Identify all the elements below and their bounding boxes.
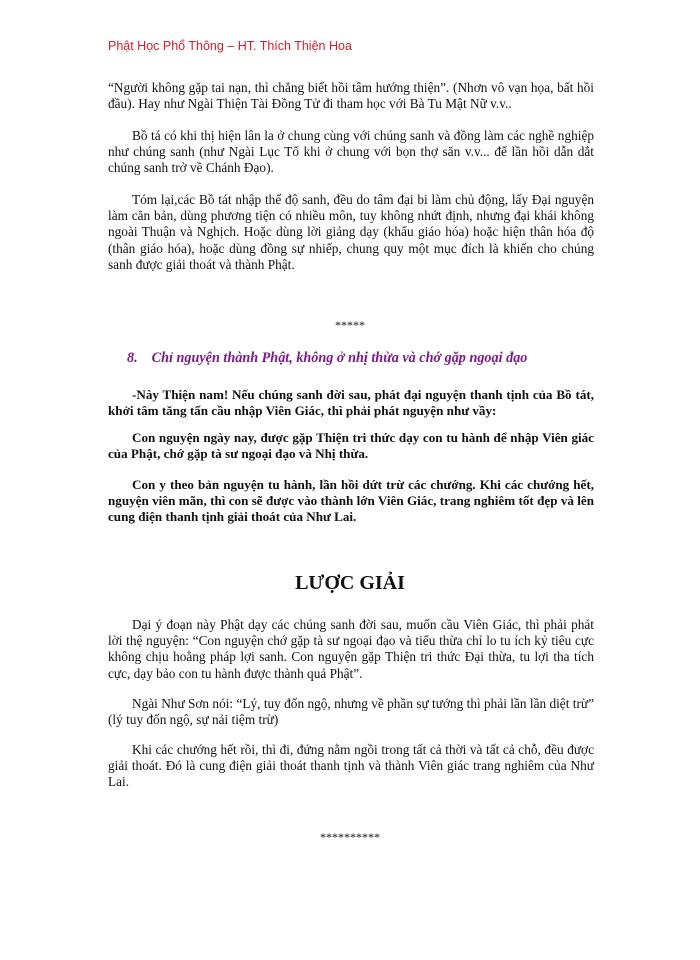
running-header: Phật Học Phổ Thông – HT. Thích Thiện Hoa [108,39,352,53]
sutra-paragraph: -Này Thiện nam! Nếu chúng sanh đời sau, phát đại nguyện thanh tịnh của Bồ tát, khởi tâm tăng tấn cầu nhập Viên Giác, thì phải phát nguyện như vầy: [108,387,594,419]
section-title: Chỉ nguyện thành Phật, không ở nhị thừa và chớ gặp ngoại đạo [151,350,528,366]
sutra-paragraph: Con nguyện ngày nay, được gặp Thiện tri thức dạy con tu hành để nhập Viên giác của Phật, chớ gặp tà sư ngoại đạo và Nhị thừa. [108,430,594,462]
separator: ********** [320,830,380,844]
commentary-title: LƯỢC GIẢI [295,572,405,594]
paragraph: Tóm lại,các Bồ tát nhập thế độ sanh, đều do tâm đại bi làm chủ động, lấy Đại nguyện làm căn bản, dùng phương tiện có nhiều môn, tuy không nhứt định, nhưng đại khái không ngoài Thuận và Nghịch. Hoặc dùng lời giảng dạy (khẩu giáo hóa) hoặc hiện thân hóa độ (thân giáo hóa), hoặc dùng đồng sự nhiếp, chung quy một mục đích là khiến cho chúng sanh được giải thoát và thành Phật. [108,192,594,272]
paragraph: Bồ tá có khi thị hiện lân la ở chung cùng với chúng sanh và đồng làm các nghề nghiệp như chúng sanh (như Ngài Lục Tổ khi ở chung với bọn thợ săn v.v... để lần hồi dẫn dắt chúng sanh trở về Chánh Đạo). [108,128,594,176]
commentary-paragraph: Ngài Như Sơn nói: “Lý, tuy đốn ngộ, nhưng về phần sự tướng thì phải lần lần diệt trừ” (lý tuy đốn ngộ, sự nải tiệm trừ) [108,696,594,728]
separator: ***** [335,318,365,332]
commentary-paragraph: Khi các chướng hết rồi, thì đi, đứng nằm ngồi trong tất cả thời và tất cả chỗ, đều được giải thoát. Đó là cung điện giải thoát thanh tịnh và thành Viên giác trang nghiêm của Như Lai. [108,742,594,790]
paragraph: “Người không gặp tai nạn, thì chẳng biết hồi tâm hướng thiện”. (Nhơn vô vạn họa, bất hồi đầu). Hay như Ngài Thiện Tài Đồng Tử đi tham học với Bà Tu Mật Nữ v.v.. [108,80,594,112]
commentary-paragraph: Dại ý đoạn này Phật dạy các chúng sanh đời sau, muốn cầu Viên Giác, thì phải phát lời thệ nguyện: “Con nguyện chớ gặp tà sư ngoại đạo và tiểu thừa chỉ lo tu ích kỷ tiêu cực không chịu hoằng pháp lợi sanh. Con nguyện gặp Thiện tri thức Đại thừa, tu lợi tha tích cực, dạy bảo con tu hành được thành quả Phật”. [108,617,594,681]
section-number: 8. [127,350,138,366]
sutra-paragraph: Con y theo bản nguyện tu hành, lần hồi dứt trừ các chướng. Khi các chướng hết, nguyện viên mãn, thì con sẽ được vào thành lớn Viên Giác, trang nghiêm tốt đẹp và lên cung điện thanh tịnh giải thoát của Như Lai. [108,477,594,525]
section-heading [127,350,527,367]
